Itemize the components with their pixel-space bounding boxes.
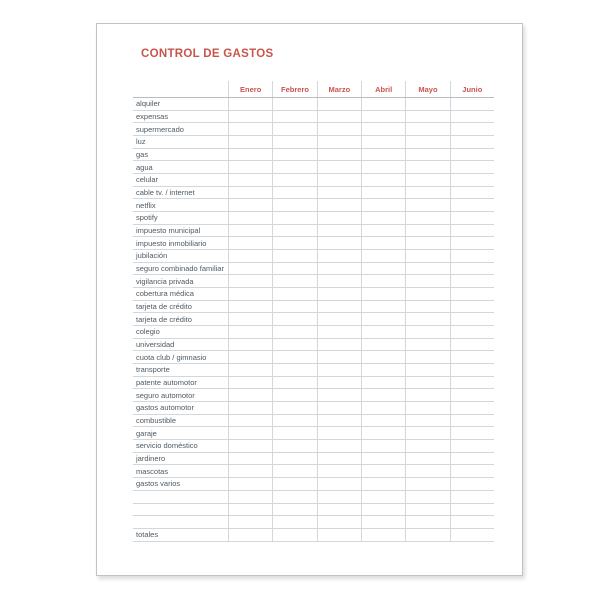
expense-value-cell: [450, 174, 494, 186]
expense-value-cell: [361, 402, 405, 414]
expense-value-cell: [361, 339, 405, 351]
expense-label: garaje: [136, 428, 157, 438]
table-row: [133, 478, 494, 491]
expense-value-cell: [317, 504, 361, 516]
expense-value-cell: [361, 123, 405, 135]
expense-value-cell: [361, 364, 405, 376]
expense-value-cell: [361, 98, 405, 110]
table-row: [133, 326, 494, 339]
expense-value-cell: [317, 111, 361, 123]
expense-value-cell: [405, 364, 449, 376]
table-row: [133, 453, 494, 466]
expense-value-cell: [228, 491, 272, 503]
expense-value-cell: [228, 453, 272, 465]
expense-value-cell: [361, 263, 405, 275]
expense-value-cell: [272, 326, 316, 338]
expense-label: jardinero: [136, 454, 166, 464]
expense-value-cell: [405, 98, 449, 110]
table-row: [133, 263, 494, 276]
expense-value-cell: [405, 225, 449, 237]
expense-value-cell: [405, 263, 449, 275]
expense-value-cell: [317, 326, 361, 338]
expense-value-cell: [272, 187, 316, 199]
expense-value-cell: [405, 377, 449, 389]
expense-label: gas: [136, 150, 149, 160]
expense-value-cell: [405, 415, 449, 427]
expense-value-cell: [361, 225, 405, 237]
expense-value-cell: [450, 339, 494, 351]
expense-value-cell: [405, 111, 449, 123]
expense-value-cell: [272, 275, 316, 287]
expense-value-cell: [228, 351, 272, 363]
expense-label: tarjeta de crédito: [136, 302, 192, 312]
expense-value-cell: [228, 199, 272, 211]
expense-value-cell: [228, 339, 272, 351]
expense-value-cell: [450, 225, 494, 237]
table-row: [133, 212, 494, 225]
expense-value-cell: [317, 275, 361, 287]
expense-value-cell: [317, 98, 361, 110]
table-row: [133, 111, 494, 124]
month-header-mayo: Mayo: [405, 81, 449, 97]
expense-value-cell: [317, 187, 361, 199]
expense-value-cell: [228, 389, 272, 401]
expense-value-cell: [228, 275, 272, 287]
expense-value-cell: [228, 263, 272, 275]
expense-value-cell: [405, 212, 449, 224]
expense-value-cell: [405, 389, 449, 401]
expense-value-cell: [361, 161, 405, 173]
expense-label: seguro automotor: [136, 390, 195, 400]
expense-value-cell: [361, 427, 405, 439]
expense-value-cell: [317, 161, 361, 173]
table-row: [133, 225, 494, 238]
expense-label: alquiler: [136, 99, 161, 109]
expense-value-cell: [450, 402, 494, 414]
expense-value-cell: [405, 326, 449, 338]
expense-value-cell: [450, 313, 494, 325]
expense-value-cell: [405, 237, 449, 249]
expense-value-cell: [361, 465, 405, 477]
table-row: [133, 504, 494, 517]
expense-value-cell: [450, 427, 494, 439]
expense-label: cobertura médica: [136, 289, 194, 299]
totals-label: totales: [136, 530, 159, 540]
expense-value-cell: [272, 364, 316, 376]
month-header-abril: Abril: [361, 81, 405, 97]
expense-value-cell: [450, 440, 494, 452]
expense-value-cell: [317, 174, 361, 186]
expense-value-cell: [361, 440, 405, 452]
expense-value-cell: [361, 415, 405, 427]
expense-value-cell: [272, 161, 316, 173]
expense-value-cell: [228, 149, 272, 161]
expense-value-cell: [450, 263, 494, 275]
expense-value-cell: [272, 339, 316, 351]
table-row: [133, 149, 494, 162]
expense-label: spotify: [136, 213, 158, 223]
expense-value-cell: [317, 288, 361, 300]
expense-value-cell: [405, 529, 449, 541]
expense-value-cell: [450, 111, 494, 123]
expense-value-cell: [405, 478, 449, 490]
expense-value-cell: [361, 453, 405, 465]
expense-value-cell: [272, 504, 316, 516]
expense-value-cell: [272, 465, 316, 477]
expense-label: cuota club / gimnasio: [136, 352, 207, 362]
expense-value-cell: [272, 301, 316, 313]
expense-value-cell: [317, 339, 361, 351]
expense-value-cell: [450, 478, 494, 490]
expense-value-cell: [317, 377, 361, 389]
expense-label: seguro combinado familiar: [136, 264, 224, 274]
expense-value-cell: [361, 529, 405, 541]
expense-label: servicio doméstico: [136, 441, 198, 451]
table-row: [133, 491, 494, 504]
expense-value-cell: [228, 478, 272, 490]
expense-value-cell: [317, 136, 361, 148]
expense-value-cell: [450, 250, 494, 262]
expense-value-cell: [450, 199, 494, 211]
expense-value-cell: [450, 161, 494, 173]
expense-value-cell: [228, 326, 272, 338]
expense-label: patente automotor: [136, 378, 197, 388]
expense-value-cell: [228, 529, 272, 541]
expense-value-cell: [450, 351, 494, 363]
table-row: [133, 339, 494, 352]
expense-label: cable tv. / internet: [136, 188, 195, 198]
expense-value-cell: [317, 237, 361, 249]
expense-value-cell: [272, 440, 316, 452]
expense-value-cell: [361, 491, 405, 503]
table-row: [133, 389, 494, 402]
expense-value-cell: [272, 288, 316, 300]
expense-value-cell: [450, 237, 494, 249]
table-row: [133, 465, 494, 478]
expense-value-cell: [405, 288, 449, 300]
expense-value-cell: [317, 427, 361, 439]
empty-row-label: [133, 516, 228, 528]
month-header-marzo: Marzo: [317, 81, 361, 97]
expense-value-cell: [450, 275, 494, 287]
expense-label: gastos automotor: [136, 403, 194, 413]
empty-row-label: [133, 504, 228, 516]
expense-value-cell: [228, 465, 272, 477]
table-row: [133, 187, 494, 200]
expense-value-cell: [405, 250, 449, 262]
expense-value-cell: [228, 364, 272, 376]
expense-label: netflix: [136, 200, 156, 210]
month-header-junio: Junio: [450, 81, 494, 97]
table-row: [133, 136, 494, 149]
expense-label: combustible: [136, 416, 177, 426]
table-row: [133, 123, 494, 136]
expense-value-cell: [361, 389, 405, 401]
expense-value-cell: [405, 491, 449, 503]
expense-value-cell: [272, 453, 316, 465]
expense-value-cell: [405, 351, 449, 363]
expense-value-cell: [361, 288, 405, 300]
expense-label: gastos varios: [136, 479, 181, 489]
expense-label: luz: [136, 137, 146, 147]
expense-value-cell: [228, 212, 272, 224]
expense-value-cell: [228, 377, 272, 389]
expense-value-cell: [317, 301, 361, 313]
expense-value-cell: [405, 504, 449, 516]
expense-value-cell: [272, 478, 316, 490]
expense-value-cell: [450, 453, 494, 465]
expense-value-cell: [228, 174, 272, 186]
expense-value-cell: [317, 453, 361, 465]
table-row: [133, 199, 494, 212]
expense-label: tarjeta de crédito: [136, 314, 192, 324]
expense-value-cell: [228, 301, 272, 313]
expense-value-cell: [361, 504, 405, 516]
expense-value-cell: [228, 123, 272, 135]
expense-value-cell: [317, 313, 361, 325]
expense-value-cell: [450, 301, 494, 313]
expense-value-cell: [272, 111, 316, 123]
expense-value-cell: [361, 377, 405, 389]
table-row: [133, 288, 494, 301]
expense-value-cell: [361, 516, 405, 528]
expense-value-cell: [272, 415, 316, 427]
expense-value-cell: [228, 288, 272, 300]
month-header-febrero: Febrero: [272, 81, 316, 97]
table-row: [133, 275, 494, 288]
expense-value-cell: [405, 402, 449, 414]
expense-value-cell: [228, 225, 272, 237]
month-header-enero: Enero: [228, 81, 272, 97]
expense-value-cell: [272, 212, 316, 224]
expense-value-cell: [361, 212, 405, 224]
expense-value-cell: [361, 313, 405, 325]
expense-value-cell: [228, 237, 272, 249]
expense-value-cell: [228, 111, 272, 123]
expense-value-cell: [317, 440, 361, 452]
expense-value-cell: [405, 301, 449, 313]
expense-value-cell: [405, 427, 449, 439]
expense-value-cell: [228, 402, 272, 414]
table-row: [133, 237, 494, 250]
expense-label: universidad: [136, 340, 175, 350]
expense-value-cell: [450, 98, 494, 110]
expense-label: celular: [136, 175, 159, 185]
expense-value-cell: [317, 212, 361, 224]
expense-value-cell: [272, 351, 316, 363]
expense-value-cell: [361, 237, 405, 249]
expense-value-cell: [317, 199, 361, 211]
expense-value-cell: [405, 199, 449, 211]
expense-value-cell: [272, 263, 316, 275]
expense-label: impuesto inmobiliario: [136, 238, 207, 248]
table-row: [133, 161, 494, 174]
expense-value-cell: [361, 174, 405, 186]
expense-value-cell: [272, 389, 316, 401]
expense-value-cell: [405, 149, 449, 161]
expense-value-cell: [272, 427, 316, 439]
expense-value-cell: [272, 123, 316, 135]
expense-value-cell: [450, 288, 494, 300]
table-row: [133, 98, 494, 111]
expense-value-cell: [405, 465, 449, 477]
expense-value-cell: [361, 136, 405, 148]
expense-value-cell: [272, 149, 316, 161]
expense-value-cell: [450, 212, 494, 224]
expense-value-cell: [450, 136, 494, 148]
expense-value-cell: [317, 491, 361, 503]
expense-value-cell: [317, 415, 361, 427]
expense-value-cell: [272, 250, 316, 262]
expense-label: agua: [136, 162, 153, 172]
expense-label: colegio: [136, 327, 160, 337]
expense-value-cell: [317, 263, 361, 275]
expense-value-cell: [450, 465, 494, 477]
expense-label: jubilación: [136, 251, 168, 261]
expense-value-cell: [450, 149, 494, 161]
expense-label: supermercado: [136, 124, 184, 134]
expense-value-cell: [317, 529, 361, 541]
expense-value-cell: [272, 237, 316, 249]
expense-label: impuesto municipal: [136, 226, 201, 236]
table-row: [133, 440, 494, 453]
document-page: [96, 23, 523, 576]
page-title: CONTROL DE GASTOS: [141, 48, 274, 60]
expense-value-cell: [405, 136, 449, 148]
expense-value-cell: [450, 529, 494, 541]
expense-value-cell: [405, 339, 449, 351]
expense-value-cell: [405, 123, 449, 135]
expense-value-cell: [228, 440, 272, 452]
expense-value-cell: [361, 326, 405, 338]
expense-value-cell: [272, 402, 316, 414]
expense-value-cell: [228, 250, 272, 262]
table-row: [133, 351, 494, 364]
expense-value-cell: [228, 161, 272, 173]
expense-value-cell: [317, 351, 361, 363]
table-body: [133, 98, 494, 542]
table-row: [133, 250, 494, 263]
expense-value-cell: [450, 187, 494, 199]
expense-value-cell: [405, 440, 449, 452]
expense-table: [133, 81, 494, 542]
expense-value-cell: [450, 326, 494, 338]
table-row: [133, 402, 494, 415]
expense-value-cell: [272, 377, 316, 389]
expense-value-cell: [317, 478, 361, 490]
expense-value-cell: [450, 377, 494, 389]
table-row: [133, 174, 494, 187]
expense-value-cell: [361, 478, 405, 490]
expense-value-cell: [405, 174, 449, 186]
expense-value-cell: [450, 504, 494, 516]
expense-label: transporte: [136, 365, 170, 375]
expense-value-cell: [228, 187, 272, 199]
table-header-row: [133, 81, 494, 98]
expense-value-cell: [228, 504, 272, 516]
header-label-spacer: [133, 81, 228, 97]
expense-value-cell: [228, 313, 272, 325]
expense-value-cell: [405, 453, 449, 465]
expense-value-cell: [272, 313, 316, 325]
expense-value-cell: [361, 199, 405, 211]
expense-value-cell: [450, 123, 494, 135]
expense-value-cell: [317, 225, 361, 237]
table-row: [133, 301, 494, 314]
expense-value-cell: [450, 415, 494, 427]
expense-value-cell: [361, 187, 405, 199]
table-row: [133, 313, 494, 326]
expense-value-cell: [317, 402, 361, 414]
expense-value-cell: [361, 301, 405, 313]
expense-value-cell: [450, 389, 494, 401]
expense-value-cell: [405, 187, 449, 199]
expense-label: mascotas: [136, 466, 169, 476]
expense-value-cell: [317, 364, 361, 376]
table-row: [133, 516, 494, 529]
expense-value-cell: [272, 199, 316, 211]
table-row: [133, 377, 494, 390]
empty-row-label: [133, 491, 228, 503]
expense-value-cell: [450, 491, 494, 503]
expense-value-cell: [272, 516, 316, 528]
expense-label: expensas: [136, 112, 169, 121]
expense-value-cell: [405, 516, 449, 528]
expense-value-cell: [272, 136, 316, 148]
expense-value-cell: [272, 529, 316, 541]
expense-value-cell: [228, 415, 272, 427]
expense-value-cell: [317, 389, 361, 401]
expense-value-cell: [272, 225, 316, 237]
expense-value-cell: [228, 427, 272, 439]
expense-value-cell: [317, 465, 361, 477]
table-row: [133, 364, 494, 377]
expense-value-cell: [272, 174, 316, 186]
expense-value-cell: [405, 275, 449, 287]
expense-value-cell: [317, 149, 361, 161]
expense-value-cell: [228, 98, 272, 110]
expense-value-cell: [272, 98, 316, 110]
expense-value-cell: [405, 161, 449, 173]
expense-value-cell: [272, 491, 316, 503]
expense-value-cell: [405, 313, 449, 325]
expense-label: vigilancia privada: [136, 276, 194, 286]
expense-value-cell: [228, 136, 272, 148]
table-row: [133, 415, 494, 428]
expense-value-cell: [317, 250, 361, 262]
expense-value-cell: [317, 123, 361, 135]
expense-value-cell: [228, 516, 272, 528]
table-row: [133, 529, 494, 542]
expense-value-cell: [361, 351, 405, 363]
expense-value-cell: [361, 250, 405, 262]
expense-value-cell: [450, 516, 494, 528]
expense-value-cell: [361, 149, 405, 161]
expense-value-cell: [450, 364, 494, 376]
expense-value-cell: [361, 275, 405, 287]
table-row: [133, 427, 494, 440]
expense-value-cell: [361, 111, 405, 123]
expense-value-cell: [317, 516, 361, 528]
